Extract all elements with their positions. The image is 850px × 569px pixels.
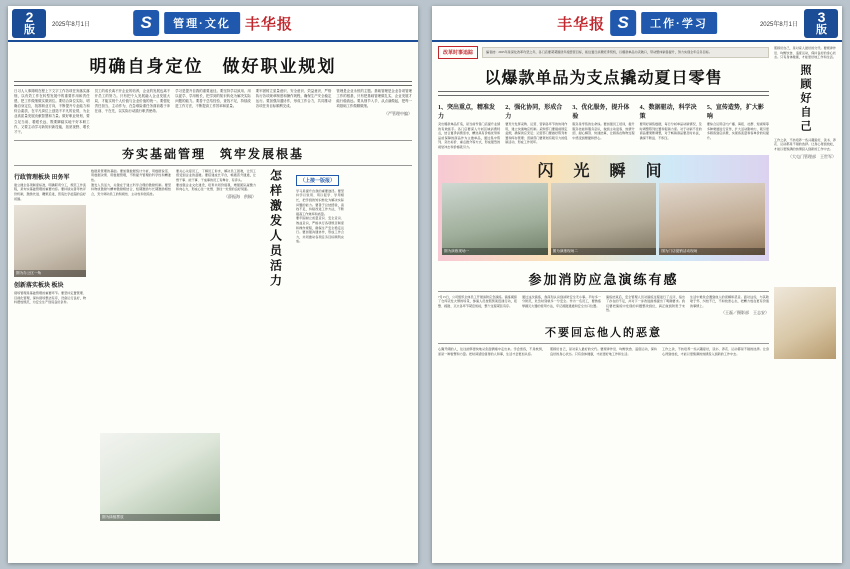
sub-heading: 2、强化协同，形成合力 — [505, 105, 563, 120]
flash-moments-section — [438, 155, 769, 261]
page-number-right: 3 版 — [804, 9, 838, 38]
flash-title: 闪 光 瞬 间 — [537, 162, 670, 180]
tertiary-headline: 不要回忘他人的恶意 — [545, 327, 662, 340]
divider — [438, 91, 769, 96]
paragraph: 学习是提升自我的重要途径。要坚持学以致用、用以促学、学用相长，把学到的知识转化为解决实际问题的能力。要善于总结经验，查找不足，持续改进工作方法，不断提高工作效率和质量。 — [175, 89, 251, 109]
photo-basket — [774, 287, 836, 359]
paper-name-right: 丰华报 — [557, 16, 606, 33]
editor-note: 编者按：2025年是深化改革攻坚之年，各门店要紧紧围绕年度经营目标，抓住夏日消费旺季契机，以爆款单品为突破口，带动整体销售提升，努力实现全年任务目标。 — [482, 47, 769, 58]
section-label-left: 管理·文化 — [164, 12, 240, 34]
paragraph: 心胸开阔的人，往往能够更快地从负面情绪中走出来。学会宽容，不是软弱，而是一种智慧和力量。把时间留给值得的人和事，生活才会更加从容。 — [438, 347, 545, 356]
sub-heading: 5、宣传造势，扩大影响 — [706, 105, 764, 120]
paragraph: 要加强企业文化建设，培育共同价值观，增强团队凝聚力和向心力，形成心往一处想、劲往一处使的良好局面。 — [176, 182, 256, 192]
paragraph: 要用好销售数据，每日分析单品动销情况，及时调整陈列位置和促销力度。对于动销不佳的商品要果断调整，对于畅销商品要及时补货，确保不断货、不积压。 — [639, 122, 702, 140]
vertical-headline: 照顾好自己 — [799, 63, 811, 134]
photo-caption: 图为门店促销活动现场 — [659, 248, 765, 255]
sub-heading: 行政管理板块 田务军 — [14, 174, 70, 181]
paragraph: 服务是零售的生命线。要加强员工培训，提升服务技能和服务意识，做到主动迎客、热情介绍、耐心解答、快速结算，让顾客在购物过程中感受到便捷和舒心。 — [572, 122, 635, 140]
divider — [14, 165, 412, 166]
byline: （王磊／摄影部 王志安） — [721, 310, 769, 316]
paragraph: 员工的成长离不开企业的培养，企业的发展也离不开员工的努力。只有把个人发展融入企业发展大局，才能实现个人价值与企业价值的统一。要强化责任担当，主动作为，在急难险重任务面前敢于冲在前、干在先，以实际行动践行职责使命。 — [94, 89, 171, 114]
paragraph: 工作之余，不妨培养一些兴趣爱好，读书、养花、运动都是不错的选择。让身心得到放松，才能以更饱满的热情投入到新的工作中去。 — [662, 347, 769, 356]
page-number-left: 2 版 — [12, 9, 46, 38]
corner-note: （上接一版报） — [296, 175, 339, 186]
article-top-columns — [14, 89, 412, 135]
paragraph: 激发人员活力，关键在于建立科学合理的激励机制。要坚持物质激励与精神激励相结合，短期激励与长期激励相结合，充分调动员工的积极性、主动性和创造性。 — [91, 182, 171, 196]
divider — [14, 140, 412, 141]
byline: （严管理中编） — [383, 111, 412, 117]
masthead-center-left — [133, 10, 293, 36]
paragraph: 数据是管理的基础。要加强数据统计分析，用数据说话、用数据决策、用数据管理，不断提升管理的科学性和精准性。 — [91, 168, 171, 183]
byline: （薛振海 供稿） — [224, 193, 256, 199]
masthead-date-right: 2025年8月1日 — [759, 22, 798, 28]
paragraph: 通过这次演练，我深刻认识到消防安全无小事。平时多一分防范，危急时刻就多一分安全。作为一名员工，要熟练掌握灭火器的使用方法，牢记疏散通道和安全出口位置。 — [522, 294, 601, 308]
divider — [14, 81, 412, 86]
masthead-date-left: 2025年8月1日 — [52, 22, 91, 28]
article-bottom-columns — [438, 347, 769, 356]
paragraph: 建立健全各项制度标准，明确职责分工，规范工作流程，是夯实基础管理的重要内容。要持续完善考核评价机制，激励先进、鞭策后进，营造比学赶超的良好氛围。 — [14, 182, 86, 201]
paragraph: 生活中难免会遇到他人的误解和恶意。面对这些，与其耿耿于怀、纠结不已，不如放宽心态，把精力放在更有价值的事情上。 — [690, 294, 769, 308]
byline: （大屯门管理部 王世军） — [788, 153, 836, 159]
sub-heading: 1、突出重点，精准发力 — [438, 105, 496, 120]
paragraph: 要综合运用店内广播、海报、社群、短视频等多种渠道进行宣传，扩大活动影响力，吸引更多顾客到店消费，实现客流量和客单价的双提升。 — [706, 122, 770, 140]
vertical-headline: 怎样激发人员活力 — [268, 168, 283, 289]
photo-store-promo — [659, 183, 765, 255]
paragraph: 演练结束后，安全管理人员对演练过程进行了点评，指出了存在的不足，并对下一步改进措施提出了明确要求。我们要把演练中发现的问题整改到位，真正做到防患于未然。 — [606, 294, 685, 313]
s-logo-icon — [133, 10, 159, 36]
paragraph: 要牢固树立质量意识、安全意识、效益意识，严格执行各项规章制度和操作规程，确保生产安全稳定运行。要加强沟通协作，形成工作合力，共同推动各项任务目标顺利完成。 — [255, 89, 332, 109]
paragraph: 现场管理是基础管理的重要环节。要坚持定置管理、目视化管理，保持现场整洁有序，设备运行良好，物料摆放规范，为安全生产创造良好条件。 — [14, 291, 86, 305]
paragraph: 日习人入事简明在程上下文字工作各项任务落实落细，以有效工作在转型发展中的重要作用和责任感，把工作做细做实做到位。要结合岗位实际，明确自身定位，找准职业方向，不断提升专业能力和综合素质，在平凡岗位上创造不平凡的业绩，为企业高质量发展贡献智慧和力量。做好职业规划，要立足当前、着眼长远，既要脚踏实地干好本职工作，又要主动学习新知识新技能，拓宽视野、增长才干。 — [14, 89, 90, 134]
photo-drill-2 — [551, 183, 657, 255]
masthead-left — [8, 6, 418, 42]
divider — [438, 291, 769, 292]
section-label-right: 工作·学习 — [641, 12, 717, 34]
masthead-center-right — [557, 10, 717, 36]
page-left — [8, 6, 418, 563]
page-right-body — [432, 42, 842, 361]
paragraph: 工作之余，不妨培养一些兴趣爱好，读书、养花、运动都是不错的选择。让身心得到放松，才能以更饱满的热情投入到新的工作中去。 — [774, 137, 836, 151]
sub-heading: 创新落实板块 板块 — [14, 283, 64, 290]
page-right — [432, 6, 842, 563]
tag-badge: 改革时事追踪 — [438, 46, 478, 59]
paragraph: 照顾好自己，是对家人最好的交代。要规律作息、均衡饮食、适度运动，保持良好的身心状态。只有身体健康，才能更好地工作和生活。 — [774, 46, 836, 60]
divider — [438, 343, 769, 344]
s-logo-icon — [610, 10, 636, 36]
photo-caption: 图为绿植摆放 — [100, 514, 220, 521]
page-left-body — [8, 42, 418, 525]
paragraph: 学习是提升自我的重要途径。要坚持学以致用、用以促学、学用相长，把学到的知识转化为解决实际问题的能力。要善于总结经验，查找不足，持续改进工作方法，不断提高工作效率和质量。 — [296, 188, 344, 216]
paragraph: 照顾好自己，是对家人最好的交代。要规律作息、均衡饮食、适度运动，保持良好的身心状态。只有身体健康，才能更好地工作和生活。 — [550, 347, 657, 356]
paragraph: 要充分发挥采购、运营、营销各环节的协同作用，建立快速响应机制。采购部门要提前锁定货源，确保供应充足；运营部门要做好陈列布置和库存管理；营销部门要策划有吸引力的促销活动，形成工作闭环。 — [505, 122, 568, 145]
article-top-columns — [438, 99, 769, 150]
paragraph: 管理是企业永恒的主题。基础管理是企业各项管理工作的根基，只有把基础管理做扎实，企业发展才能行稳致远。要从细节入手，从点滴做起，把每一项基础工作做精做细。 — [336, 89, 412, 109]
paragraph: 突出爆款单品打造，是当前零售门店提升业绩的有效抓手。各门店要深入分析区域消费特点，结合夏季消费需求，精选具有价格优势和品质保障的商品作为主推单品，通过集中陈列、突出标价、重点推介等方式，形成强烈的视觉冲击和价格吸引力。 — [438, 122, 501, 149]
sub-heading: 4、数据驱动，科学决策 — [639, 105, 697, 120]
sub-heading: 3、优化服务，提升体验 — [572, 105, 630, 120]
paper-name-left: 丰华报 — [244, 16, 293, 33]
photo-caption: 图为演练现场一 — [442, 248, 548, 255]
photo-caption: 图为办公区一角 — [14, 270, 86, 277]
photo-coffee — [14, 205, 86, 277]
photo-drill-1 — [442, 183, 548, 255]
paragraph: 要牢固树立质量意识、安全意识、效益意识，严格执行各项规章制度和操作规程，确保生产安全稳定运行。要加强沟通协作，形成工作合力，共同推动各项任务目标顺利完成。 — [296, 216, 344, 244]
photo-plant — [100, 433, 220, 521]
page-title: 明确自身定位 做好职业规划 — [89, 57, 337, 76]
masthead-right — [432, 6, 842, 42]
secondary-headline: 夯实基础管理 筑牢发展根基 — [121, 146, 304, 161]
article-drill-columns — [438, 295, 769, 317]
secondary-headline: 参加消防应急演练有感 — [528, 271, 679, 287]
paragraph: 要关心关爱员工，了解员工诉求，解决员工困难，让员工感受到企业的温暖。要搭建成长平台，畅通晋升通道，让想干事、能干事、干成事的员工有舞台、有奔头。 — [176, 168, 256, 183]
paragraph: 7月15日，公司组织全体员工开展消防应急演练。演练模拟了仓库突发火情的场景，参演人员按照预案迅速行动，报警、疏散、灭火各环节紧密衔接，整个过程紧张有序。 — [438, 294, 517, 308]
page-title: 以爆款单品为支点撬动夏日零售 — [484, 70, 723, 87]
photo-caption: 图为演练现场二 — [551, 248, 657, 255]
